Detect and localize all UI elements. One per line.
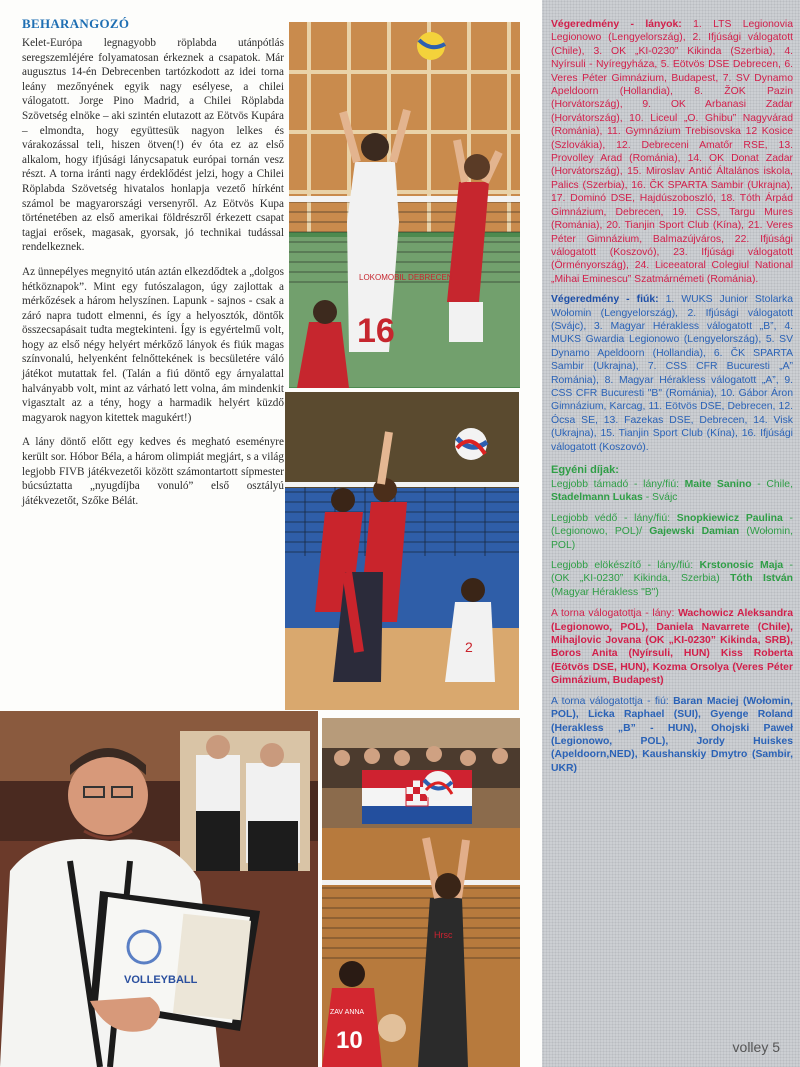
award-detail: - (Legionowo, POL)/ — [551, 512, 793, 538]
award-detail: - Chile, — [751, 479, 793, 490]
award-name: Snopkiewicz Paulina — [676, 512, 783, 524]
award-best-defender — [551, 512, 793, 552]
all-star-girls-lead: A torna válogatottja - lány: — [551, 608, 679, 620]
award-name: Gajewski Damian — [649, 526, 740, 538]
all-star-boys-lead: A torna válogatottja - fiú: — [551, 695, 674, 707]
award-lead: Legjobb védő - lány/fiú: — [551, 512, 677, 524]
award-name: Maite Sanino — [684, 479, 752, 490]
photo-croatia-match — [322, 718, 520, 1067]
award-best-setter — [551, 559, 793, 599]
award-detail: (Magyar Hérakless "B") — [551, 586, 659, 598]
awards-list — [551, 478, 793, 599]
award-detail: (Wołomin, POL) — [551, 526, 793, 551]
all-star-girls-text: Wachowicz Aleksandra (Legionowo, POL), Daniela Navarrete (Chile), Mihajlovic Jovana (OK „KI-0230” Kikinda, SRB), Boros Anita (Nyírsuli, HUN) Kiss Roberta (Eötvös DSE, HUN), Kozma Orsolya (Veres Péter Gimnázium, Budapest) — [551, 608, 794, 687]
all-star-boys-text: Baran Maciej (Wołomin, POL), Licka Raphael (SUI), Gyenge Roland (Herakless „B” - HUN), Ohojski Paweł (Legionowo, POL), Jordy Huiskes (Apeldoorn,NED), Kaushanskiy Dmytro (Sambir, UKR) — [551, 695, 793, 774]
all-star-boys — [551, 695, 793, 775]
photo-block-at-net — [285, 392, 519, 710]
girls-results — [551, 18, 793, 286]
award-name: Stadelmann Lukas — [551, 492, 643, 504]
p4-jersey-name: ZAV ANNA — [330, 1009, 365, 1016]
award-lead: Legjobb támadó - lány/fiú: — [551, 479, 685, 490]
svg-text:Hrsc: Hrsc — [434, 930, 453, 940]
page-footer: volley 5 — [732, 1039, 780, 1055]
svg-text:2: 2 — [465, 639, 473, 655]
award-name: Krstonosic Maja — [699, 560, 784, 572]
article-paragraph-2: Az ünnepélyes megnyitó után aztán elkezdődtek a „dolgos hétköznapok”. Mint egy futószalagon, úgy zajlottak a mérkőzések a három helyszínen. Lapunk - sajnos - csak a záró napra tudott elmenni, és így a helyosztók, döntők összecsapásait tudta megtekinteni. Így is egyértelmű volt, hogy az első négy helyért mérkőző lányok és fiúk magas színvonalú, helyenként felnőttekének is becsületére váló játékot mutattak fel. (Talán a fiú döntő egy árnyalattal halványabb volt, mint az várható lett volna, ám mindenkit vigasztalt az a tény, hogy a harmadik helyért küzdő magyarok nagyon kitettek magukért!) — [22, 265, 284, 424]
p1-jersey-name: LOKOMOBIL DEBRECEN — [359, 273, 453, 282]
award-name: Tóth István — [730, 573, 793, 585]
girls-results-label: Végeredmény - lányok: — [551, 19, 682, 30]
article-paragraph-3: A lány döntő előtt egy kedves és megható eseményre került sor. Hóbor Béla, a három olimpiát megjárt, s a világ legjobb FIVB játékvezetői között számontartott sípmester búcsúztatta „nyugdíjba vonuló” első osztályú játékvezetőt, Szőke Bélát. — [22, 436, 284, 507]
all-star-girls — [551, 607, 793, 687]
photo-net-spike — [289, 22, 520, 388]
p3-diploma-text: VOLLEYBALL — [124, 974, 198, 986]
p1-jersey-number: 16 — [357, 312, 395, 350]
photo-referee-farewell — [0, 711, 318, 1067]
article-column — [22, 16, 284, 508]
girls-results-text: 1. LTS Legionovia Legionowo (Lengyelország), 2. Ifjúsági válogatott (Chile), 3. OK „KI-0230” Kikinda (Szerbia), 4. Nyírsuli - Nyíregyháza, 5. Eötvös DSE Debrecen, 6. Veres Péter Gimnázium, Budapest, 7. SV Dynamo Apeldoorn (Hollandia), 8. ŽOK Pazin (Horvátország), 9. OK Arbanasi Zadar (Horvátország), 10. Liceul „O. Ghibu” Nagyvárad (Románia), 11. Gymnázium Trebisovska 12 Kosice (Szlovákia), 12. Debreceni Amatőr RSE, 13. Provolley Arad (Románia), 14. OK Donat Zadar (Horvátország), 15. Miroslav Antić Általános iskola, Palics (Szerbia), 16. ČK SPARTA Sambir (Ukrajna), 17. Dominó DSE, Hajdúszoboszló, 18. Tóth Árpád Gimnázium, Debrecen, 19. CSS, Targu Mures (Románia), 20. Tianjin Sport Club (Kína), 21. Veres Péter Gimnázium, Balmazújváros, 22. Ifjúsági válogatott (Koszovó), 23. Ifjúsági válogatott (Örményország), 24. Liceeatoral Colegiul National „Mihai Eminescu” Szatmárnémeti (Románia). — [551, 19, 793, 285]
results-sidebar — [542, 0, 800, 1067]
award-detail: - Svájc — [642, 492, 678, 504]
boys-results-label: Végeredmény - fiúk: — [551, 294, 659, 306]
p4-jersey-number: 10 — [336, 1027, 363, 1054]
award-best-attacker — [551, 478, 793, 505]
article-kicker: BEHARANGOZÓ — [22, 16, 130, 31]
boys-results-text: 1. WUKS Junior Stolarka Wołomin (Lengyelország), 2. Ifjúsági válogatott (Svájc), 3. Magyar Hérakless válogatott „B”, 4. MUKS Gwardia Legionowo (Lengyelország), 5. SV Dynamo Apeldoorn (Hollandia), 6. ČK SPARTA Sambir (Ukrajna), 7. CSS CFR Bucuresti „A” Románia), 8. Magyar Hérakless válogatott „A”, 9. CSS CFR Bucuresti "B" (Románia), 10. Gábor Áron Gimnázium, Karcag, 11. Eötvös DSE, Debrecen, 12. Ócsa SE, 13. Fazekas DSE, Debrecen, 14. Visk (Ukrajna), 15. Tianjin Sport Club (Kína), 16. Ifjúsági válogatott (Koszovó). — [551, 294, 793, 453]
award-detail: - (OK „KI-0230” Kikinda, Szerbia) — [551, 560, 793, 585]
article-paragraph-1: Kelet-Európa legnagyobb röplabda utánpótlás seregszemléjére folyamatosan érkeznek a csapatok. Már augusztus 14-én Debrecenben tartózkodott az idei torna leány mezőnyének egyik nagy esélyese, a chilei válogatott. Jorge Pino Madrid, a Chilei Röplabda Szövetség elnöke – aki szintén elutazott az Eötvös Kupára – elmondta, hogy együttesük nagyon lelkes és várakozással teli, hiszen ötven(!) év óta ez az első alkalom, hogy ifjúsági lánycsapatuk európai tornán vesz részt. A torna iránti nagy érdeklődést jelzi, hogy a Chilei Röplabda Szövetség hivatalos honlapja vezető hírként számol be magyarországi versenyről. Az Eötvös Kupa történetében az első amerikai földrészről érkezett csapat tagjai erősek, magasak, gyorsak, jó technikai tudással rendelkeznek. — [22, 37, 284, 254]
awards-heading: Egyéni díjak: — [551, 464, 619, 476]
award-lead: Legjobb elökészítő - lány/fiú: — [551, 560, 700, 572]
boys-results — [551, 293, 793, 454]
results-content — [551, 18, 793, 775]
